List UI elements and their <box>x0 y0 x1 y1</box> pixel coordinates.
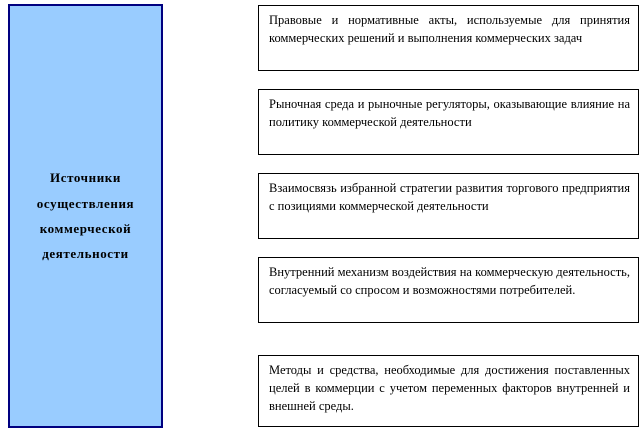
source-block-label <box>10 165 161 266</box>
source-block-line-4: деятельности <box>42 246 129 262</box>
item-box <box>258 257 639 323</box>
source-block-line-2: осуществления <box>36 195 135 211</box>
item-text: Взаимосвязь избранной стратегии развития торгового предприятия с позициями коммерческой деятельности <box>269 181 630 213</box>
items-column <box>258 0 641 433</box>
item-text: Рыночная среда и рыночные регуляторы, оказывающие влияние на политику коммерческой деятельности <box>269 97 630 129</box>
source-block <box>8 4 163 428</box>
item-box <box>258 173 639 239</box>
source-block-line-3: коммерческой <box>39 221 132 236</box>
item-text: Методы и средства, необходимые для достижения поставленных целей в коммерции с учетом переменных факторов внутренней и внешней среды. <box>269 363 630 413</box>
source-block-line-1: Источники <box>50 170 121 186</box>
item-text: Внутренний механизм воздействия на коммерческую деятельность, согласуемый со спросом и возможностями потребителей. <box>269 265 630 297</box>
item-box <box>258 355 639 427</box>
item-box <box>258 89 639 155</box>
item-box <box>258 5 639 71</box>
item-text: Правовые и нормативные акты, используемые для принятия коммерческих решений и выполнения коммерческих задач <box>269 13 630 45</box>
